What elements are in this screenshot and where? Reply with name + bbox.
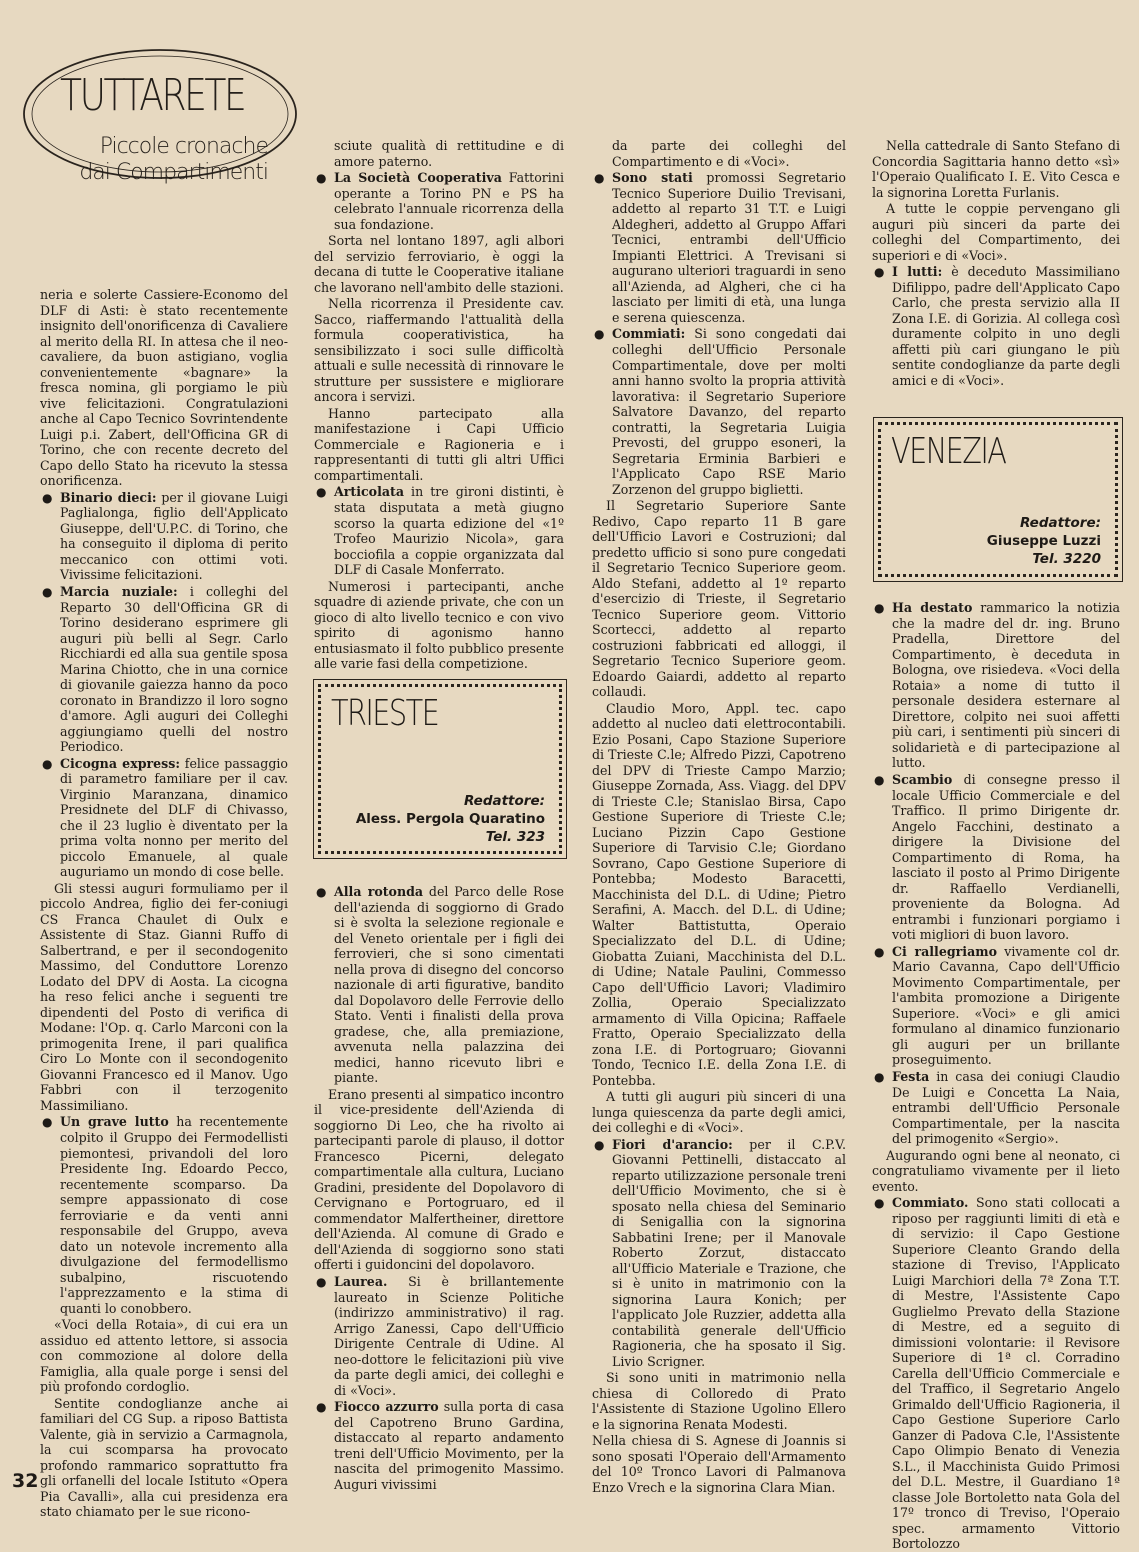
bullet-icon: ●	[42, 1115, 53, 1130]
paragraph: Claudio Moro, Appl. tec. capo addetto al nucleo dati elettrocontabili. Ezio Posani, Capo Stazione Superiore di Trieste C.le; Alfredo Pizzi, Capotreno del DPV di Trieste Campo Marzio; Giuseppe Zornada, Ass. Viagg. del DPV di Trieste C.le; Stanislao Birsa, Capo Gestione Superiore di Trieste C.le; Luciano Pizzin Capo Gestione Superiore di Tarvisio C.le; Giordano Sovrano, Capo Gestione Superiore di Pontebba; Modesto Baracetti, Macchinista del D.L. di Udine; Pietro Serafini, A. Macch. del D.L. di Udine; Walter Battistutta, Operaio Specializzato del D.L. di Udine; Giobatta Zuiani, Macchinista del D.L. di Udine; Natale Paulini, Commesso Capo dell'Ufficio Lavori; Vladimiro Zollia, Operaio Specializzato armamento di Villa Opicina; Raffaele Fratto, Operaio Specializzato della zona I.E. di Portogruaro; Giovanni Tondo, Tecnico I.E. della Zona I.E. di Pontebba.	[592, 700, 846, 1088]
paragraph: Numerosi i partecipanti, anche squadre di aziende private, che con un gioco di alto livello tecnico e con vivo spirito di agonismo hanno entusiasmato il folto pubblico presente alle varie fasi della competizione.	[314, 578, 564, 672]
column-3	[592, 138, 846, 1495]
bullet-icon: ●	[874, 1069, 885, 1084]
bullet-icon: ●	[42, 584, 53, 599]
paragraph: Gli stessi auguri formuliamo per il piccolo Andrea, figlio dei fer-coniugi CS Franca Chaulet di Oulx e Assistente di Staz. Gianni Ruffo di Salbertrand, e per il secondogenito Massimo, del Conduttore Lorenzo Lodato del DPV di Aosta. La cicogna ha reso felici anche i seguenti tre dipendenti del Posto di verifica di Modane: l'Op. q. Carlo Marconi con la primogenita Irene, il pari qualifica Ciro Lo Monte con il secondogenito Giovanni Francesco ed il Manov. Ugo Fabbri con il terzogenito Massimiliano.	[40, 880, 288, 1113]
news-item: ● Sono stati promossi Segretario Tecnico Superiore Duilio Trevisani, addetto al reparto 31 T.T. e Luigi Aldegheri, addetto al Gruppo Affari Tecnici, entrambi dell'Ufficio Impianti Elettrici. A Trevisani si augurano ulteriori traguardi in seno all'Azienda, ad Algheri, che ci ha lasciato per limiti di età, una lunga e serena quiescenza.	[594, 170, 846, 325]
news-item: ● Un grave lutto ha recentemente colpito il Gruppo dei Fermodellisti piemontesi, privandoli del loro Presidente Ing. Edoardo Pecco, recentemente scomparso. Da sempre appassionato di cose ferroviarie e da venti anni responsabile del Gruppo, aveva dato un notevole incremento alla divulgazione del fermodellismo subalpino, riscuotendo l'apprezzamento e la stima di quanti lo conobbero.	[42, 1114, 288, 1316]
bullet-icon: ●	[594, 171, 605, 185]
venezia-editor-box	[878, 422, 1118, 577]
news-item: ● Binario dieci: per il giovane Luigi Paglialonga, figlio dell'Applicato Giuseppe, dell'U.P.C. di Torino, che ha conseguito il diploma di perito meccanico con ottimi voti. Vivissime felicitazioni.	[42, 489, 288, 583]
paragraph: Nella chiesa di S. Agnese di Joannis si sono sposati l'Operaio dell'Armamento del 10º Tronco Lavori di Palmanova Enzo Vrech e la signorina Clara Mian.	[592, 1433, 846, 1495]
news-item: ● Festa in casa dei coniugi Claudio De Luigi e Concetta La Naia, entrambi dell'Ufficio Personale Compartimentale, per la nascita del primogenito «Sergio».	[874, 1068, 1120, 1147]
paragraph: A tutte le coppie pervengano gli auguri più sinceri da parte dei colleghi del Compartimento, dei superiori e di «Voci».	[872, 201, 1120, 263]
masthead	[12, 42, 302, 282]
news-item: ● Articolata in tre gironi distinti, è stata disputata a metà giugno scorso la quarta edizione del «1º Trofeo Maurizio Nicola», gara bocciofila a coppie organizzata dal DLF di Casale Monferrato.	[316, 484, 564, 578]
news-item: ● Laurea. Si è brillantemente laureato in Scienze Politiche (indirizzo amministrativo) il rag. Arrigo Zanessi, Capo dell'Ufficio Dirigente Centrale di Udine. Al neo-dottore le felicitazioni più vive da parte degli amici, dei colleghi e di «Voci».	[316, 1273, 564, 1398]
trieste-editor-box	[318, 684, 562, 854]
bullet-icon: ●	[874, 772, 885, 787]
paragraph: Augurando ogni bene al neonato, ci congratuliamo vivamente per il lieto evento.	[872, 1147, 1120, 1194]
bullet-icon: ●	[316, 885, 327, 899]
column-4-top	[872, 138, 1120, 398]
bullet-icon: ●	[874, 265, 885, 279]
bullet-icon: ●	[874, 944, 885, 959]
trieste-title: TRIESTE	[331, 693, 439, 734]
bullet-icon: ●	[594, 1137, 605, 1152]
paragraph: Sorta nel lontano 1897, agli albori del servizio ferroviario, è oggi la decana di tutte le Cooperative italiane che lavorano nell'ambito delle stazioni.	[314, 233, 564, 295]
news-item: ● Scambio di consegne presso il locale Ufficio Commerciale e del Traffico. Il primo Dirigente dr. Angelo Facchini, destinato a dirigere la Divisione del Compartimento di Roma, ha lasciato il posto al Primo Dirigente dr. Raffaello Verdianelli, proveniente da Bologna. Ad entrambi i funzionari porgiamo i voti migliori di buon lavoro.	[874, 771, 1120, 943]
news-item: ● Cicogna express: felice passaggio di parametro familiare per il cav. Virginio Maranzana, dinamico Presidnete del DLF di Chivasso, che il 23 luglio è diventato per la prima volta nonno per merito del piccolo Emanuele, al quale auguriamo un mondo di cose belle.	[42, 755, 288, 880]
paragraph: «Voci della Rotaia», di cui era un assiduo ed attento lettore, si associa con commozione al dolore della Famiglia, alla quale porge i sensi del più profondo cordoglio.	[40, 1317, 288, 1395]
trieste-editor-phone: Tel. 323	[485, 829, 545, 845]
news-item: ● Commiati: Si sono congedati dai colleghi dell'Ufficio Personale Compartimentale, dove per molti anni hanno svolto la propria attività lavorativa: il Segretario Superiore Salvatore Davanzo, del reparto contratti, la Segretaria Luigia Prevosti, del gruppo esoneri, la Segretaria Erminia Barbieri e l'Applicato Capo RSE Mario Zorzenon del gruppo biglietti.	[594, 326, 846, 497]
column-4-bottom	[872, 600, 1121, 1552]
trieste-editor-label: Redattore:	[463, 793, 545, 809]
masthead-title: TUTTARETE	[60, 70, 245, 121]
bullet-icon: ●	[874, 601, 885, 615]
venezia-editor-label: Redattore:	[1019, 515, 1101, 531]
page-number: 32	[12, 1470, 39, 1492]
bullet-icon: ●	[42, 756, 53, 771]
news-item: ● La Società Cooperativa Fattorini operante a Torino PN e PS ha celebrato l'annuale ricorrenza della sua fondazione.	[316, 170, 564, 232]
bullet-icon: ●	[316, 171, 327, 185]
bullet-icon: ●	[594, 327, 605, 342]
paragraph: sciute qualità di rettitudine e di amore paterno.	[334, 138, 564, 169]
column-2-bottom	[314, 884, 564, 1492]
bullet-icon: ●	[316, 485, 327, 500]
venezia-title: VENEZIA	[891, 431, 1006, 472]
bullet-icon: ●	[316, 1274, 327, 1289]
paragraph: Sentite condoglianze anche ai familiari del CG Sup. a riposo Battista Valente, già in servizio a Carmagnola, la cui scomparsa ha provocato profondo rammarico soprattutto fra gli orfanelli del locale Istituto «Opera Pia Cavalli», alla cui presidenza era stato chiamato per le sue ricono-	[40, 1395, 288, 1520]
paragraph: A tutti gli auguri più sinceri di una lunga quiescenza da parte degli amici, dei colleghi e di «Voci».	[592, 1089, 846, 1136]
bullet-icon: ●	[42, 490, 53, 505]
paragraph: neria e solerte Cassiere-Economo del DLF di Asti: è stato recentemente insignito dell'onorificenza di Cavaliere al merito della RI. In attesa che il neo-cavaliere, da buon astigiano, voglia convenientemente «bagnare» la fresca nomina, gli porgiamo le più vive felicitazioni. Congratulazioni anche al Capo Tecnico Sovrintendente Luigi p.i. Zabert, dell'Officina GR di Torino, che con recente decreto del Capo dello Stato ha ricevuto la stessa onorificenza.	[40, 287, 288, 488]
bullet-icon: ●	[874, 1196, 885, 1211]
bullet-icon: ●	[316, 1400, 327, 1415]
news-item: ● Marcia nuziale: i colleghi del Reparto 30 dell'Officina GR di Torino desiderano esprimere gli auguri più belli al Segr. Carlo Ricchiardi ed alla sua gentile sposa Marina Chiotto, che in una cornice di giovanile gaiezza hanno da poco coronato in Brandizzo il loro sogno d'amore. Agli auguri dei Colleghi aggiungiamo quelli del nostro Periodico.	[42, 583, 288, 755]
venezia-editor-name: Giuseppe Luzzi	[986, 533, 1101, 549]
masthead-subtitle-1: Piccole cronache	[99, 134, 268, 159]
news-item: ● Ha destato rammarico la notizia che la madre del dr. ing. Bruno Pradella, Direttore del Compartimento, è deceduta in Bologna, ove risiedeva. «Voci della Rotaia» a nome di tutto il personale desidera esternare al Direttore, colpito nei suoi affetti più cari, i sentimenti più sinceri di solidarietà e di partecipazione al lutto.	[874, 600, 1121, 771]
paragraph: Erano presenti al simpatico incontro il vice-presidente dell'Azienda di soggiorno Di Leo, che ha rivolto ai partecipanti parole di plauso, il dottor Francesco Picerni, delegato compartimentale alla cultura, Luciano Gradini, presidente del Dopolavoro di Cervignano e Portogruaro, ed il commendator Malfertheiner, direttore dell'Azienda. Al comune di Grado e dell'Azienda di soggiorno sono stati offerti i guidoncini del dopolavoro.	[314, 1086, 564, 1273]
paragraph: Nella ricorrenza il Presidente cav. Sacco, riaffermando l'attualità della formula cooperativistica, ha sensibilizzato i soci sulle difficoltà attuali e sulle necessità di rinnovare le strutture per sussistere e migliorare ancora i servizi.	[314, 296, 564, 405]
news-item: ● Ci rallegriamo vivamente col dr. Mario Cavanna, Capo dell'Ufficio Movimento Compartimentale, per l'ambita promozione a Dirigente Superiore. «Voci» e gli amici formulano al dinamico funzionario gli auguri per un brillante proseguimento.	[874, 943, 1120, 1068]
paragraph: Si sono uniti in matrimonio nella chiesa di Colloredo di Prato l'Assistente di Stazione Ugolino Ellero e la signorina Renata Modesti.	[592, 1370, 846, 1432]
column-1	[40, 287, 288, 1520]
paragraph: da parte dei colleghi del Compartimento e di «Voci».	[612, 138, 846, 169]
news-item: ● Fiori d'arancio: per il C.P.V. Giovanni Pettinelli, distaccato al reparto utilizzazione personale treni dell'Ufficio Movimento, che si è sposato nella chiesa del Seminario di Senigallia con la signorina Sabbatini Irene; per il Manovale Roberto Zorzut, distaccato all'Ufficio Materiale e Trazione, che si è unito in matrimonio con la signorina Laura Konich; per l'applicato Jole Ruzzier, addetta alla contabilità generale dell'Ufficio Ragioneria, che ha sposato il Sig. Livio Scrigner.	[594, 1136, 846, 1369]
news-item: ● Commiato. Sono stati collocati a riposo per raggiunti limiti di età e di servizio: il Capo Gestione Superiore Cleanto Grando della stazione di Treviso, l'Applicato Luigi Marchiori della 7ª Zona T.T. di Mestre, l'Assistente Capo Guglielmo Prevato della Stazione di Mestre, ed a seguito di dimissioni volontarie: il Revisore Superiore di 1ª cl. Corradino Carella dell'Ufficio Commerciale e del Traffico, il Segretario Angelo Grimaldo dell'Ufficio Ragioneria, il Capo Gestione Superiore Carlo Ganzer di Padova C.le, l'Assistente Capo Olimpio Benato di Venezia S.L., il Macchinista Guido Primosi del D.L. Mestre, il Guardiano 1ª classe Jole Bortoletto nata Gola del 17º tronco di Treviso, l'Operaio spec. armamento Vittorio Bortolozzo	[874, 1195, 1120, 1552]
news-item: ● I lutti: è deceduto Massimiliano Difilippo, padre dell'Applicato Capo Carlo, che presta servizio alla II Zona I.E. di Gorizia. Al collega così duramente colpito in uno degli affetti più cari giungano le più sentite condoglianze da parte degli amici e di «Voci».	[874, 264, 1120, 388]
news-item: ● Fiocco azzurro sulla porta di casa del Capotreno Bruno Gardina, distaccato al reparto andamento treni dell'Ufficio Movimento, per la nascita del primogenito Massimo. Auguri vivissimi	[316, 1399, 564, 1492]
masthead-subtitle-2: dai Compartimenti	[79, 160, 268, 185]
paragraph: Il Segretario Superiore Sante Redivo, Capo reparto 11 B gare dell'Ufficio Lavori e Costruzioni; dal predetto ufficio si sono pure congedati il Segretario Tecnico Superiore geom. Aldo Stefani, addetto al 1º reparto d'esercizio di Trieste, il Segretario Tecnico Superiore geom. Vittorio Scortecci, addetto al reparto costruzioni fabbricati ed alloggi, il Segretario Tecnico Superiore geom. Edoardo Gaiardi, addetto al reparto collaudi.	[592, 498, 846, 700]
venezia-editor-phone: Tel. 3220	[1032, 551, 1101, 567]
news-item: ● Alla rotonda del Parco delle Rose dell'azienda di soggiorno di Grado si è svolta la selezione regionale e del Veneto orientale per i figli dei ferrovieri, che si sono cimentati nella prova di disegno del concorso nazionale di arti figurative, bandito dal Dopolavoro delle Ferrovie dello Stato. Venti i finalisti della prova gradese, che, alla premiazione, avvenuta nella palazzina dei medici, hanno ricevuto libri e piante.	[316, 884, 564, 1086]
paragraph: Nella cattedrale di Santo Stefano di Concordia Sagittaria hanno detto «sì» l'Operaio Qualificato I. E. Vito Cesca e la signorina Loretta Furlanis.	[872, 138, 1120, 200]
trieste-editor-name: Aless. Pergola Quaratino	[355, 811, 545, 827]
paragraph: Hanno partecipato alla manifestazione i Capi Ufficio Commerciale e Ragioneria e i rappresentanti di tutti gli altri Uffici compartimentali.	[314, 405, 564, 483]
column-2-top	[314, 138, 564, 670]
